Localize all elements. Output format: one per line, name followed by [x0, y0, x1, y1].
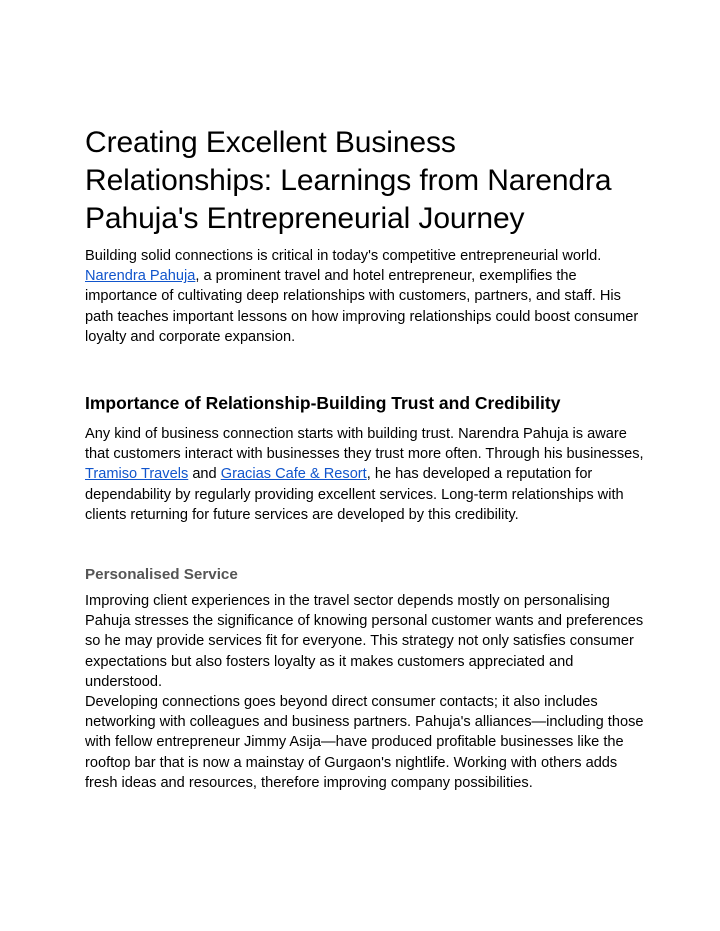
- section-heading-trust: Importance of Relationship-Building Trust and Credibility: [85, 393, 561, 414]
- intro-text-before: Building solid connections is critical in today's competitive entrepreneurial world.: [85, 248, 602, 264]
- trust-text-2: and: [188, 466, 221, 483]
- narendra-pahuja-link[interactable]: Narendra Pahuja: [85, 268, 196, 285]
- tramiso-travels-link[interactable]: Tramiso Travels: [85, 466, 189, 483]
- gracias-cafe-resort-link[interactable]: Gracias Cafe & Resort: [220, 466, 367, 483]
- personalised-service-paragraph: Improving client experiences in the travel sector depends mostly on personalising Pahuja stresses the significance of knowing personal customer wants and preferences so he may provide services fit for everyone. This strategy not only satisfies consumer expectations but also fosters loyalty as it makes customers appreciated and understood.: [85, 593, 644, 690]
- section-heading-personalised-service: Personalised Service: [85, 566, 238, 584]
- trust-paragraph: [85, 424, 645, 525]
- document-content: [85, 124, 645, 793]
- trust-text-3: , he has developed a reputation for dependability by regularly providing excellent services. Long-term relationships with clients returning for future services are developed by this credibility.: [85, 466, 624, 523]
- intro-text-after: , a prominent travel and hotel entrepreneur, exemplifies the importance of cultivating deep relationships with customers, partners, and staff. His path teaches important lessons on how improving relationships could boost consumer loyalty and corporate expansion.: [85, 268, 639, 345]
- trust-text-1: Any kind of business connection starts with building trust. Narendra Pahuja is aware that customers interact with businesses they trust more often. Through his businesses,: [85, 426, 644, 463]
- page-title: Creating Excellent Business Relationships: Learnings from Narendra Pahuja's Entrepreneurial Journey: [85, 126, 612, 235]
- networking-paragraph: Developing connections goes beyond direct consumer contacts; it also includes networking with colleagues and business partners. Pahuja's alliances—including those with fellow entrepreneur Jimmy Asija—have produced profitable businesses like the rooftop bar that is now a mainstay of Gurgaon's nightlife. Working with others adds fresh ideas and resources, therefore improving company possibilities.: [85, 694, 644, 791]
- intro-paragraph: [85, 246, 645, 347]
